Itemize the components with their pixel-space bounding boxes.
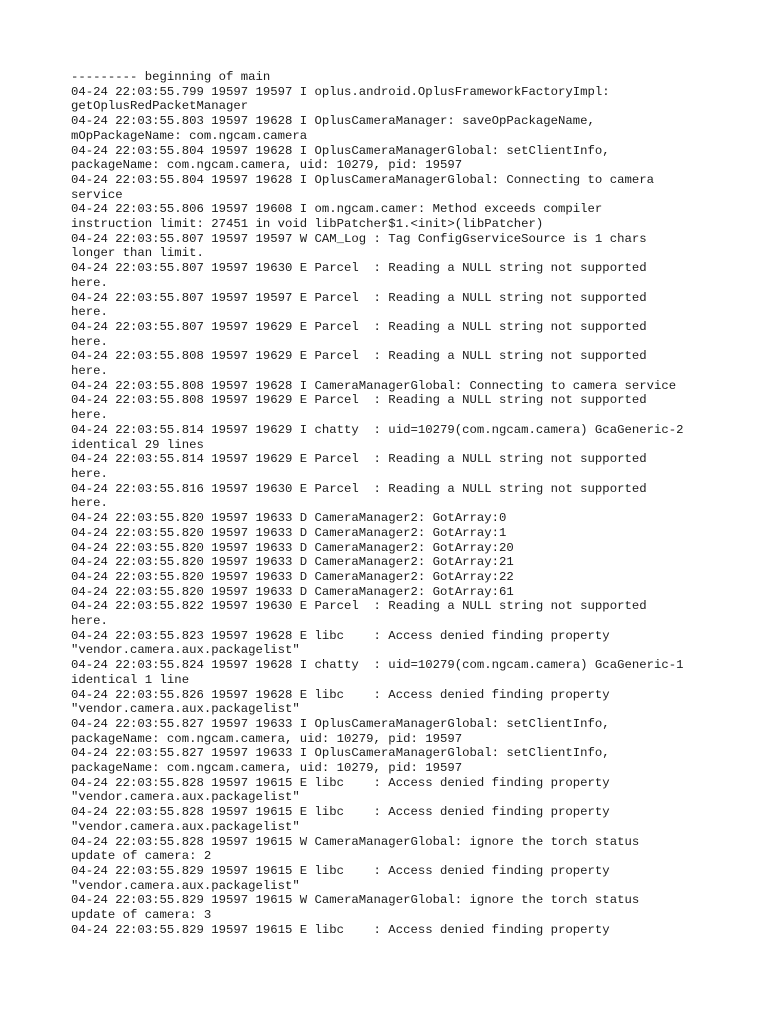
log-header: --------- beginning of main bbox=[71, 70, 271, 84]
log-line: here. bbox=[71, 466, 108, 481]
log-line: 04-24 22:03:55.827 19597 19633 I OplusCameraManagerGlobal: setClientInfo, bbox=[71, 716, 610, 731]
log-line: update of camera: 3 bbox=[71, 908, 212, 923]
log-line: 04-24 22:03:55.822 19597 19630 E Parcel : Reading a NULL string not supported bbox=[71, 599, 647, 614]
log-line: 04-24 22:03:55.827 19597 19633 I OplusCameraManagerGlobal: setClientInfo, bbox=[71, 746, 610, 761]
log-line: 04-24 22:03:55.808 19597 19628 I CameraManagerGlobal: Connecting to camera service bbox=[71, 378, 677, 393]
log-line: "vendor.camera.aux.packagelist" bbox=[71, 878, 300, 893]
log-line: "vendor.camera.aux.packagelist" bbox=[71, 790, 300, 805]
log-line: 04-24 22:03:55.820 19597 19633 D CameraManager2: GotArray:20 bbox=[71, 540, 514, 555]
log-line: mOpPackageName: com.ngcam.camera bbox=[71, 128, 308, 143]
log-line: 04-24 22:03:55.829 19597 19615 W CameraManagerGlobal: ignore the torch status bbox=[71, 893, 640, 908]
log-line: 04-24 22:03:55.807 19597 19629 E Parcel : Reading a NULL string not supported bbox=[71, 319, 647, 334]
log-line: 04-24 22:03:55.824 19597 19628 I chatty : uid=10279(com.ngcam.camera) GcaGeneric-1 bbox=[71, 658, 684, 673]
log-line: 04-24 22:03:55.828 19597 19615 E libc : Access denied finding property bbox=[71, 775, 610, 790]
log-line: 04-24 22:03:55.823 19597 19628 E libc : Access denied finding property bbox=[71, 628, 610, 643]
log-line: here. bbox=[71, 496, 108, 511]
log-line: 04-24 22:03:55.816 19597 19630 E Parcel : Reading a NULL string not supported bbox=[71, 481, 647, 496]
log-line: here. bbox=[71, 275, 108, 290]
log-line: 04-24 22:03:55.807 19597 19597 W CAM_Log : Tag ConfigGserviceSource is 1 chars bbox=[71, 231, 647, 246]
log-line: 04-24 22:03:55.808 19597 19629 E Parcel : Reading a NULL string not supported bbox=[71, 393, 647, 408]
log-line: 04-24 22:03:55.820 19597 19633 D CameraManager2: GotArray:21 bbox=[71, 555, 514, 570]
log-line: 04-24 22:03:55.826 19597 19628 E libc : Access denied finding property bbox=[71, 687, 610, 702]
log-line: "vendor.camera.aux.packagelist" bbox=[71, 643, 300, 658]
log-line: instruction limit: 27451 in void libPatcher$1.<init>(libPatcher) bbox=[71, 217, 544, 232]
log-line: packageName: com.ngcam.camera, uid: 10279, pid: 19597 bbox=[71, 731, 463, 746]
log-line: here. bbox=[71, 334, 108, 349]
log-line: 04-24 22:03:55.814 19597 19629 E Parcel : Reading a NULL string not supported bbox=[71, 452, 647, 467]
log-line: 04-24 22:03:55.820 19597 19633 D CameraManager2: GotArray:22 bbox=[71, 569, 514, 584]
log-line: packageName: com.ngcam.camera, uid: 10279, pid: 19597 bbox=[71, 158, 463, 173]
log-line: 04-24 22:03:55.799 19597 19597 I oplus.android.OplusFrameworkFactoryImpl: bbox=[71, 84, 610, 99]
log-line: getOplusRedPacketManager bbox=[71, 99, 249, 114]
log-lines bbox=[71, 85, 711, 938]
log-line: "vendor.camera.aux.packagelist" bbox=[71, 819, 300, 834]
log-line: update of camera: 2 bbox=[71, 849, 212, 864]
log-line: 04-24 22:03:55.820 19597 19633 D CameraManager2: GotArray:61 bbox=[71, 584, 514, 599]
log-line: 04-24 22:03:55.828 19597 19615 E libc : Access denied finding property bbox=[71, 805, 610, 820]
log-line: 04-24 22:03:55.803 19597 19628 I OplusCameraManager: saveOpPackageName, bbox=[71, 114, 595, 129]
log-document bbox=[71, 70, 711, 937]
log-line: 04-24 22:03:55.806 19597 19608 I om.ngcam.camer: Method exceeds compiler bbox=[71, 202, 603, 217]
log-line: "vendor.camera.aux.packagelist" bbox=[71, 702, 300, 717]
log-line: 04-24 22:03:55.828 19597 19615 W CameraManagerGlobal: ignore the torch status bbox=[71, 834, 640, 849]
log-line: here. bbox=[71, 305, 108, 320]
log-line: 04-24 22:03:55.808 19597 19629 E Parcel : Reading a NULL string not supported bbox=[71, 349, 647, 364]
log-line: here. bbox=[71, 364, 108, 379]
log-line: 04-24 22:03:55.804 19597 19628 I OplusCameraManagerGlobal: setClientInfo, bbox=[71, 143, 610, 158]
log-line: longer than limit. bbox=[71, 246, 204, 261]
log-line: identical 29 lines bbox=[71, 437, 204, 452]
log-line: 04-24 22:03:55.820 19597 19633 D CameraManager2: GotArray:0 bbox=[71, 511, 507, 526]
log-line: identical 1 line bbox=[71, 672, 190, 687]
log-line: 04-24 22:03:55.829 19597 19615 E libc : Access denied finding property bbox=[71, 922, 610, 937]
log-line: 04-24 22:03:55.804 19597 19628 I OplusCameraManagerGlobal: Connecting to camera bbox=[71, 172, 654, 187]
log-line: 04-24 22:03:55.820 19597 19633 D CameraManager2: GotArray:1 bbox=[71, 525, 507, 540]
log-line: here. bbox=[71, 408, 108, 423]
log-line: 04-24 22:03:55.807 19597 19630 E Parcel : Reading a NULL string not supported bbox=[71, 261, 647, 276]
log-line: 04-24 22:03:55.814 19597 19629 I chatty : uid=10279(com.ngcam.camera) GcaGeneric-2 bbox=[71, 422, 684, 437]
log-line: here. bbox=[71, 614, 108, 629]
log-line: service bbox=[71, 187, 123, 202]
log-line: 04-24 22:03:55.807 19597 19597 E Parcel : Reading a NULL string not supported bbox=[71, 290, 647, 305]
log-line: 04-24 22:03:55.829 19597 19615 E libc : Access denied finding property bbox=[71, 863, 610, 878]
log-line: packageName: com.ngcam.camera, uid: 10279, pid: 19597 bbox=[71, 761, 463, 776]
